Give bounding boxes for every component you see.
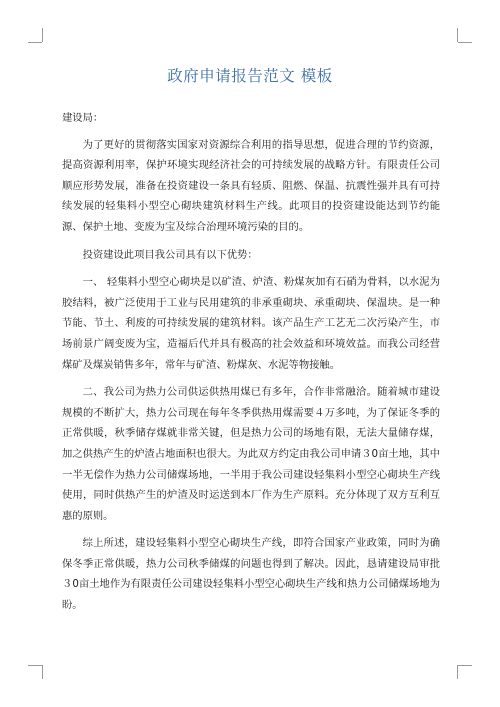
paragraph-advantage-one: 一、 轻集料小型空心砌块是以矿渣、炉渣、粉煤灰加有石硝为骨料，以水泥为胶结料，被广泛使用于工业与民用建筑的非承重砌块、承重砌块、保温块。是一种节能、节土、利废的可持续发展的建筑材料。该产品生产工艺无二次污染产生，市场前景广阔变废为宝，造福后代并具有极高的社会效益和环境效益。而我公司经营煤矿及煤炭销售多年，常年与矿渣、粉煤灰、水泥等物接触。 xyxy=(62,276,440,371)
paragraph-conclusion: 综上所述，建设轻集料小型空心砌块生产线，即符合国家产业政策，同时为确保冬季正常供暖，热力公司秋季储煤的问题也得到了解决。因此，恳请建设局审批３0亩土地作为有限责任公司建设轻集料小型空心砌块生产线和热力公司储煤场地为盼。 xyxy=(62,537,440,612)
paragraph-intro: 为了更好的贯彻落实国家对资源综合利用的指导思想，促进合理的节约资源，提高资源利用率，保护环境实现经济社会的可持续发展的战略方针。有限责任公司顺应形势发展，准备在投资建设一条具有轻质、阻燃、保温、抗震性强并具有可持续发展的轻集料小型空心砌块建筑材料生产线。此项目的投资建设能达到节约能源、保护土地、变废为宝及综合治理环境污染的目的。 xyxy=(62,138,440,233)
document-body xyxy=(62,108,440,623)
document-title: 政府申请报告范文 模板 xyxy=(167,67,333,85)
paragraph-advantage-two: 二、我公司为热力公司供运供热用煤已有多年，合作非常融洽。随着城市建设规模的不断扩大，热力公司现在每年冬季供热用煤需要４万多吨，为了保证冬季的正常供暖，秋季储存煤就非常关键，但是热力公司的场地有限，无法大量储存煤，加之供热产生的炉渣占地面积也很大。为此双方约定由我公司申请３0亩土地，其中一半无偿作为热力公司储煤场地，一半用于我公司建设轻集料小型空心砌块生产线使用，同时供热产生的炉渣及时运送到本厂作为生产原料。充分体现了双方互利互惠的原则。 xyxy=(62,386,440,522)
crop-mark-bottom-right xyxy=(458,665,472,666)
crop-mark-bottom-left xyxy=(42,665,43,679)
crop-mark-top-left xyxy=(42,28,43,42)
crop-mark-bottom-left xyxy=(28,665,42,666)
crop-mark-top-right xyxy=(457,28,458,42)
salutation: 建设局： xyxy=(62,112,104,124)
paragraph-advantages-heading: 投资建设此项目我公司具有以下优势： xyxy=(82,248,258,261)
crop-mark-top-left xyxy=(28,42,42,43)
crop-mark-bottom-right xyxy=(457,665,458,679)
crop-mark-top-right xyxy=(458,42,472,43)
